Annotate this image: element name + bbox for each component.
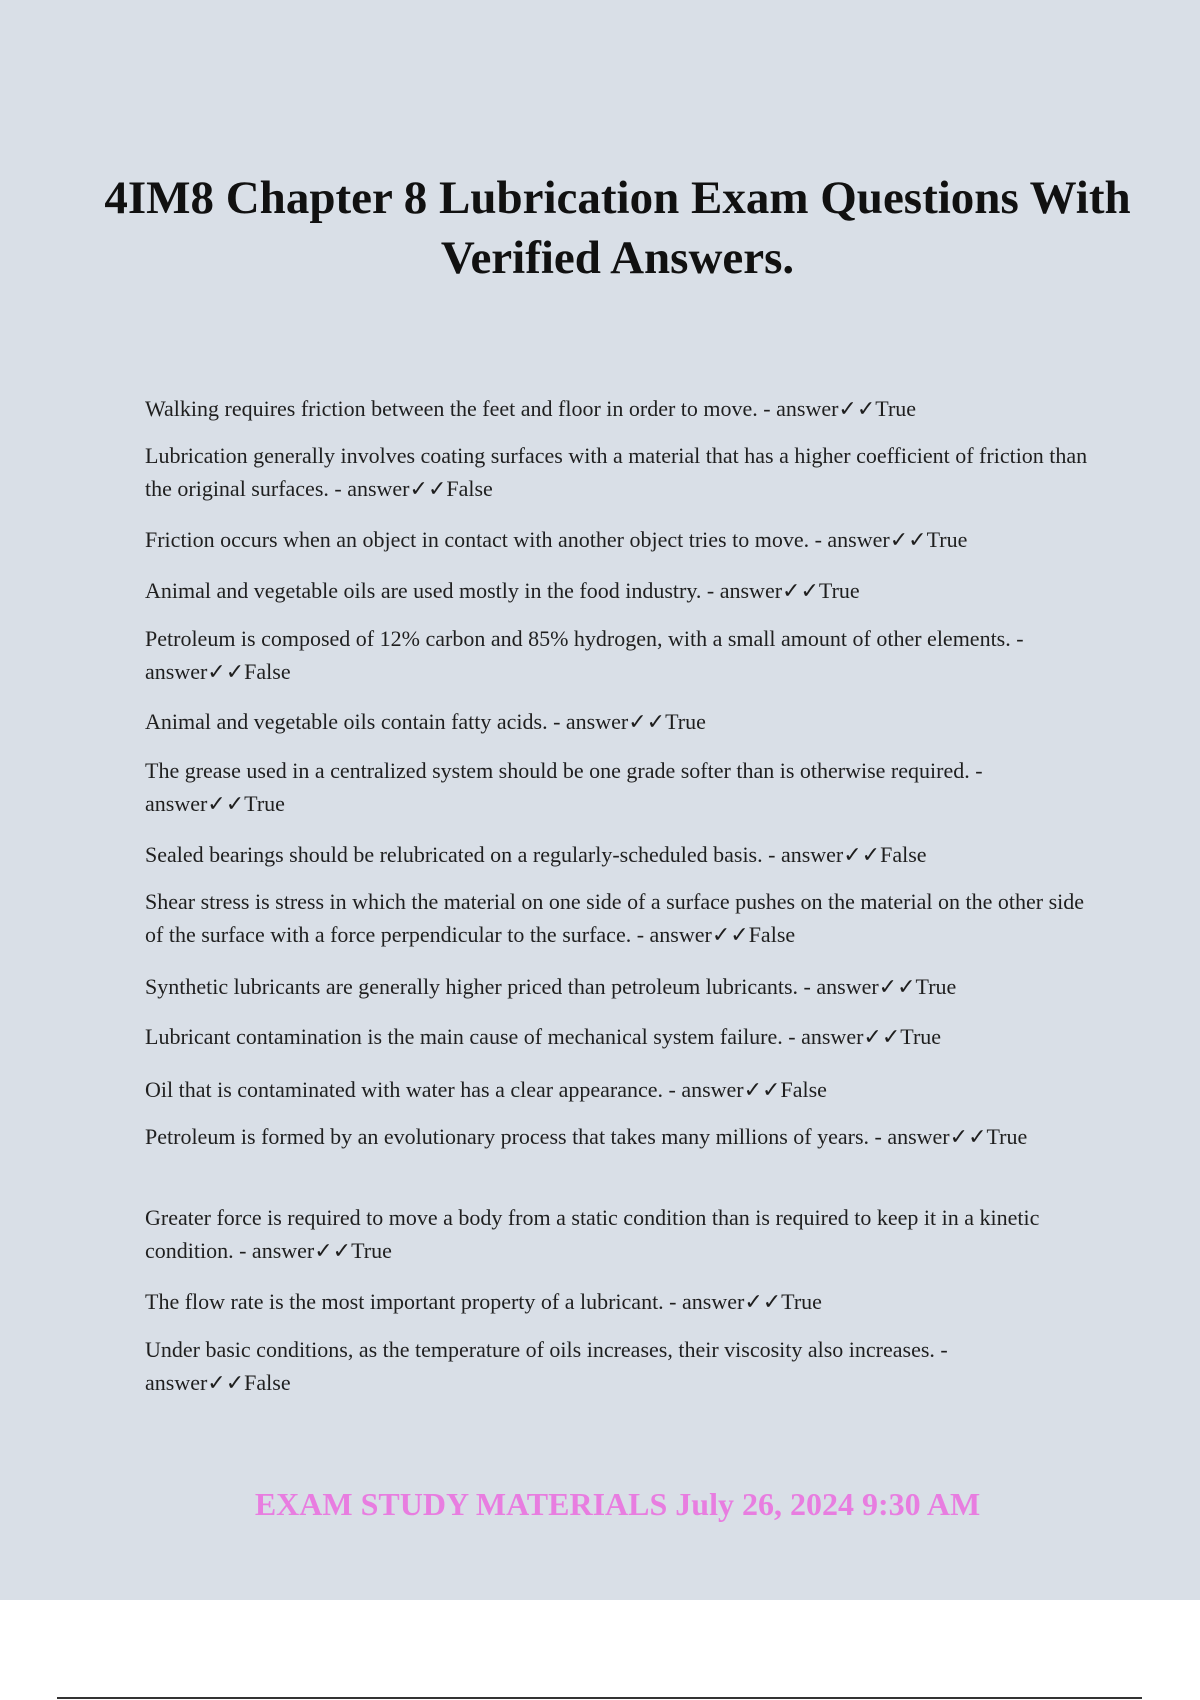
qa-item: Walking requires friction between the feet and floor in order to move. - answer✓✓True [145,396,917,421]
qa-item: Greater force is required to move a body from a static condition than is required to keep it in a kinetic condition. - answer✓✓True [145,1205,1040,1263]
qa-item: Shear stress is stress in which the material on one side of a surface pushes on the material on the other side of the surface with a force perpendicular to the surface. - answer✓✓False [145,889,1085,947]
qa-item: Friction occurs when an object in contact with another object tries to move. - answer✓✓True [145,527,968,552]
qa-item: Sealed bearings should be relubricated on a regularly-scheduled basis. - answer✓✓False [145,842,927,867]
qa-item: Lubrication generally involves coating surfaces with a material that has a higher coefficient of friction than the original surfaces. - answer✓✓False [145,443,1088,501]
qa-item: Animal and vegetable oils contain fatty acids. - answer✓✓True [145,709,706,734]
qa-item: Petroleum is composed of 12% carbon and 85% hydrogen, with a small amount of other elements. - answer✓✓False [145,626,1024,684]
bottom-rule [57,1697,1142,1699]
qa-item: Lubricant contamination is the main cause of mechanical system failure. - answer✓✓True [145,1024,942,1049]
qa-item: Synthetic lubricants are generally higher priced than petroleum lubricants. - answer✓✓True [145,974,957,999]
qa-item: The grease used in a centralized system should be one grade softer than is otherwise required. - answer✓✓True [145,758,983,816]
qa-item: Oil that is contaminated with water has a clear appearance. - answer✓✓False [145,1077,827,1102]
footer-stamp: EXAM STUDY MATERIALS July 26, 2024 9:30 AM [254,1486,981,1522]
qa-item: The flow rate is the most important property of a lubricant. - answer✓✓True [145,1289,822,1314]
qa-item: Under basic conditions, as the temperature of oils increases, their viscosity also increases. - answer✓✓False [145,1337,948,1395]
qa-item: Animal and vegetable oils are used mostly in the food industry. - answer✓✓True [145,578,860,603]
qa-item: Petroleum is formed by an evolutionary process that takes many millions of years. - answer✓✓True [145,1124,1028,1149]
document-title: 4IM8 Chapter 8 Lubrication Exam Questions With Verified Answers. [104,172,1131,284]
